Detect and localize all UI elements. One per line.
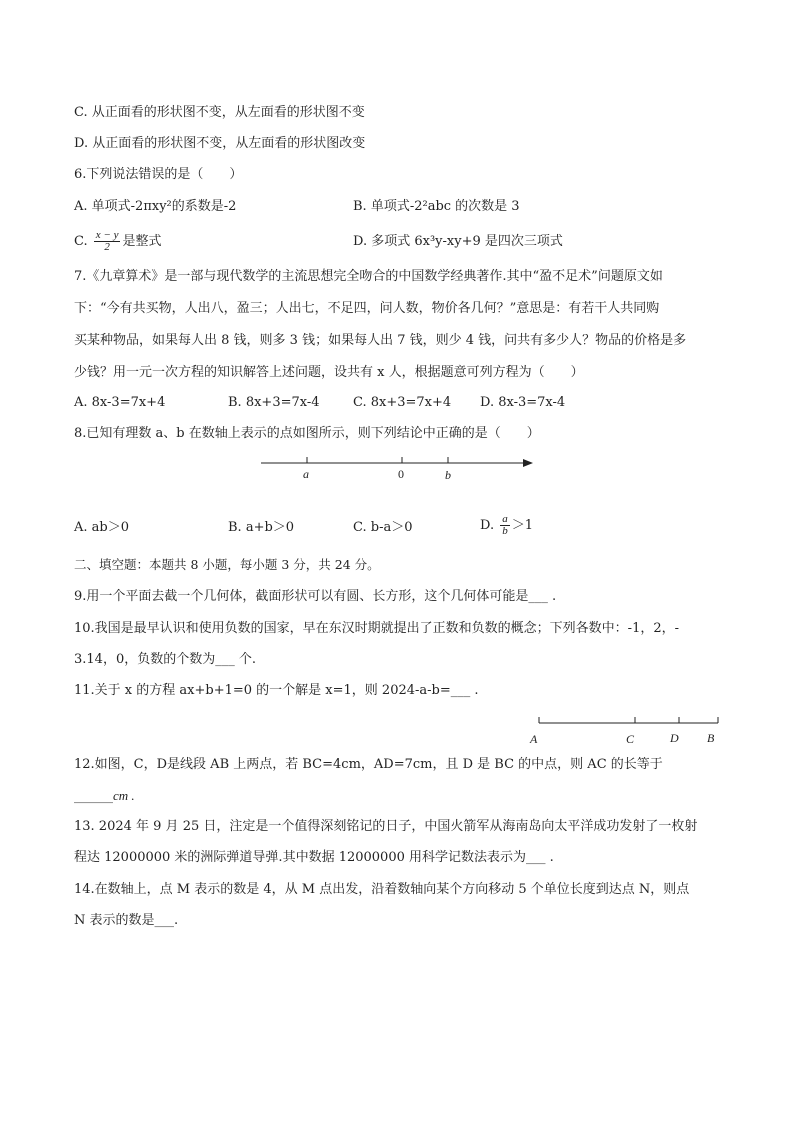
number-line-arrow-icon <box>523 459 533 467</box>
label-point-c: C <box>626 732 635 746</box>
q7-option-d: D. 8x-3=7x-4 <box>480 395 566 410</box>
q6-option-c-denominator: 2 <box>104 241 110 253</box>
label-b: b <box>445 468 451 482</box>
q7-option-b: B. 8x+3=7x-4 <box>228 395 320 410</box>
q7-line-2: 下：“今有共买物，人出八，盈三；人出七，不足四，问人数，物价各几何？”意思是：有若干人共同购 <box>74 301 660 316</box>
q12-unit: cm . <box>113 788 135 803</box>
label-zero: 0 <box>398 467 404 481</box>
q8-option-d-numerator: a <box>502 513 508 525</box>
q7-option-a: A. 8x-3=7x+4 <box>74 395 166 410</box>
q14-line-2: N 表示的数是___. <box>74 913 179 928</box>
q12-answer-blank: ______ <box>74 789 113 804</box>
q8-option-c: C. b-a＞0 <box>353 520 413 535</box>
q8-option-d-denominator: b <box>502 525 508 537</box>
q7-line-1: 7.《九章算术》是一部与现代数学的主流思想完全吻合的中国数学经典著作.其中“盈不足术”问题原文如 <box>74 269 663 284</box>
q6-option-c-suffix: 是整式 <box>122 234 162 249</box>
q6-option-a: A. 单项式-2πxy²的系数是-2 <box>74 199 237 214</box>
q11-text: 11.关于 x 的方程 ax+b+1=0 的一个解是 x=1，则 2024-a-b=___ . <box>74 683 479 698</box>
label-point-b: B <box>707 731 715 745</box>
q9-text: 9.用一个平面去截一个几何体，截面形状可以有圆、长方形，这个几何体可能是___ . <box>74 589 557 604</box>
q7-line-3: 买某种物品，如果每人出 8 钱，则多 3 钱；如果每人出 7 钱，则少 4 钱，问共有多少人？物品的价格是多 <box>74 333 687 348</box>
q7-line-4: 少钱？用一元一次方程的知识解答上述问题，设共有 x 人，根据题意可列方程为（ ） <box>74 365 584 380</box>
label-point-d: D <box>670 731 679 745</box>
label-a: a <box>303 467 309 481</box>
q6-stem: 6.下列说法错误的是（ ） <box>74 167 243 182</box>
q5-option-d: D. 从正面看的形状图不变，从左面看的形状图改变 <box>74 136 366 151</box>
q10-line-1: 10.我国是最早认识和使用负数的国家，早在东汉时期就提出了正数和负数的概念；下列各数中：-1，2，- <box>74 621 680 636</box>
q6-option-c <box>74 230 161 253</box>
q12-segment-figure <box>525 712 730 748</box>
q8-option-d <box>480 514 533 537</box>
q6-option-d: D. 多项式 6x³y-xy+9 是四次三项式 <box>353 234 563 249</box>
q13-line-2: 程达 12000000 米的洲际弹道导弹.其中数据 12000000 用科学记数法表示为___ . <box>74 850 554 865</box>
q12-line-1: 12.如图，C，D是线段 AB 上两点，若 BC=4cm，AD=7cm，且 D 是 BC 的中点，则 AC 的长等于 <box>74 757 663 772</box>
q10-line-2: 3.14，0，负数的个数为___ 个. <box>74 652 256 667</box>
q14-line-1: 14.在数轴上，点 M 表示的数是 4，从 M 点出发，沿着数轴向某个方向移动 5 个单位长度到达点 N，则点 <box>74 882 690 897</box>
q8-option-d-suffix: ＞1 <box>511 518 534 533</box>
q13-line-1: 13. 2024 年 9 月 25 日，注定是一个值得深刻铭记的日子，中国火箭军从海南岛向太平洋成功发射了一枚射 <box>74 819 698 834</box>
q8-option-b: B. a+b＞0 <box>228 520 295 535</box>
q6-option-b: B. 单项式-2²abc 的次数是 3 <box>353 199 520 214</box>
label-point-a: A <box>530 732 538 746</box>
q6-option-c-fraction <box>94 230 121 253</box>
q5-option-c: C. 从正面看的形状图不变，从左面看的形状图不变 <box>74 105 365 120</box>
q8-stem: 8.已知有理数 a、b 在数轴上表示的点如图所示，则下列结论中正确的是（ ） <box>74 426 540 441</box>
section-2-heading: 二、填空题：本题共 8 小题，每小题 3 分，共 24 分。 <box>74 557 380 572</box>
q6-option-c-numerator: x − y <box>95 229 119 241</box>
q8-number-line-figure <box>255 450 545 486</box>
q7-option-c: C. 8x+3=7x+4 <box>353 395 452 410</box>
q8-option-d-prefix: D. <box>480 518 495 533</box>
q12-line-2 <box>74 787 135 806</box>
q6-option-c-prefix: C. <box>74 234 88 249</box>
q8-option-d-fraction <box>500 514 510 537</box>
q8-option-a: A. ab＞0 <box>74 520 129 535</box>
